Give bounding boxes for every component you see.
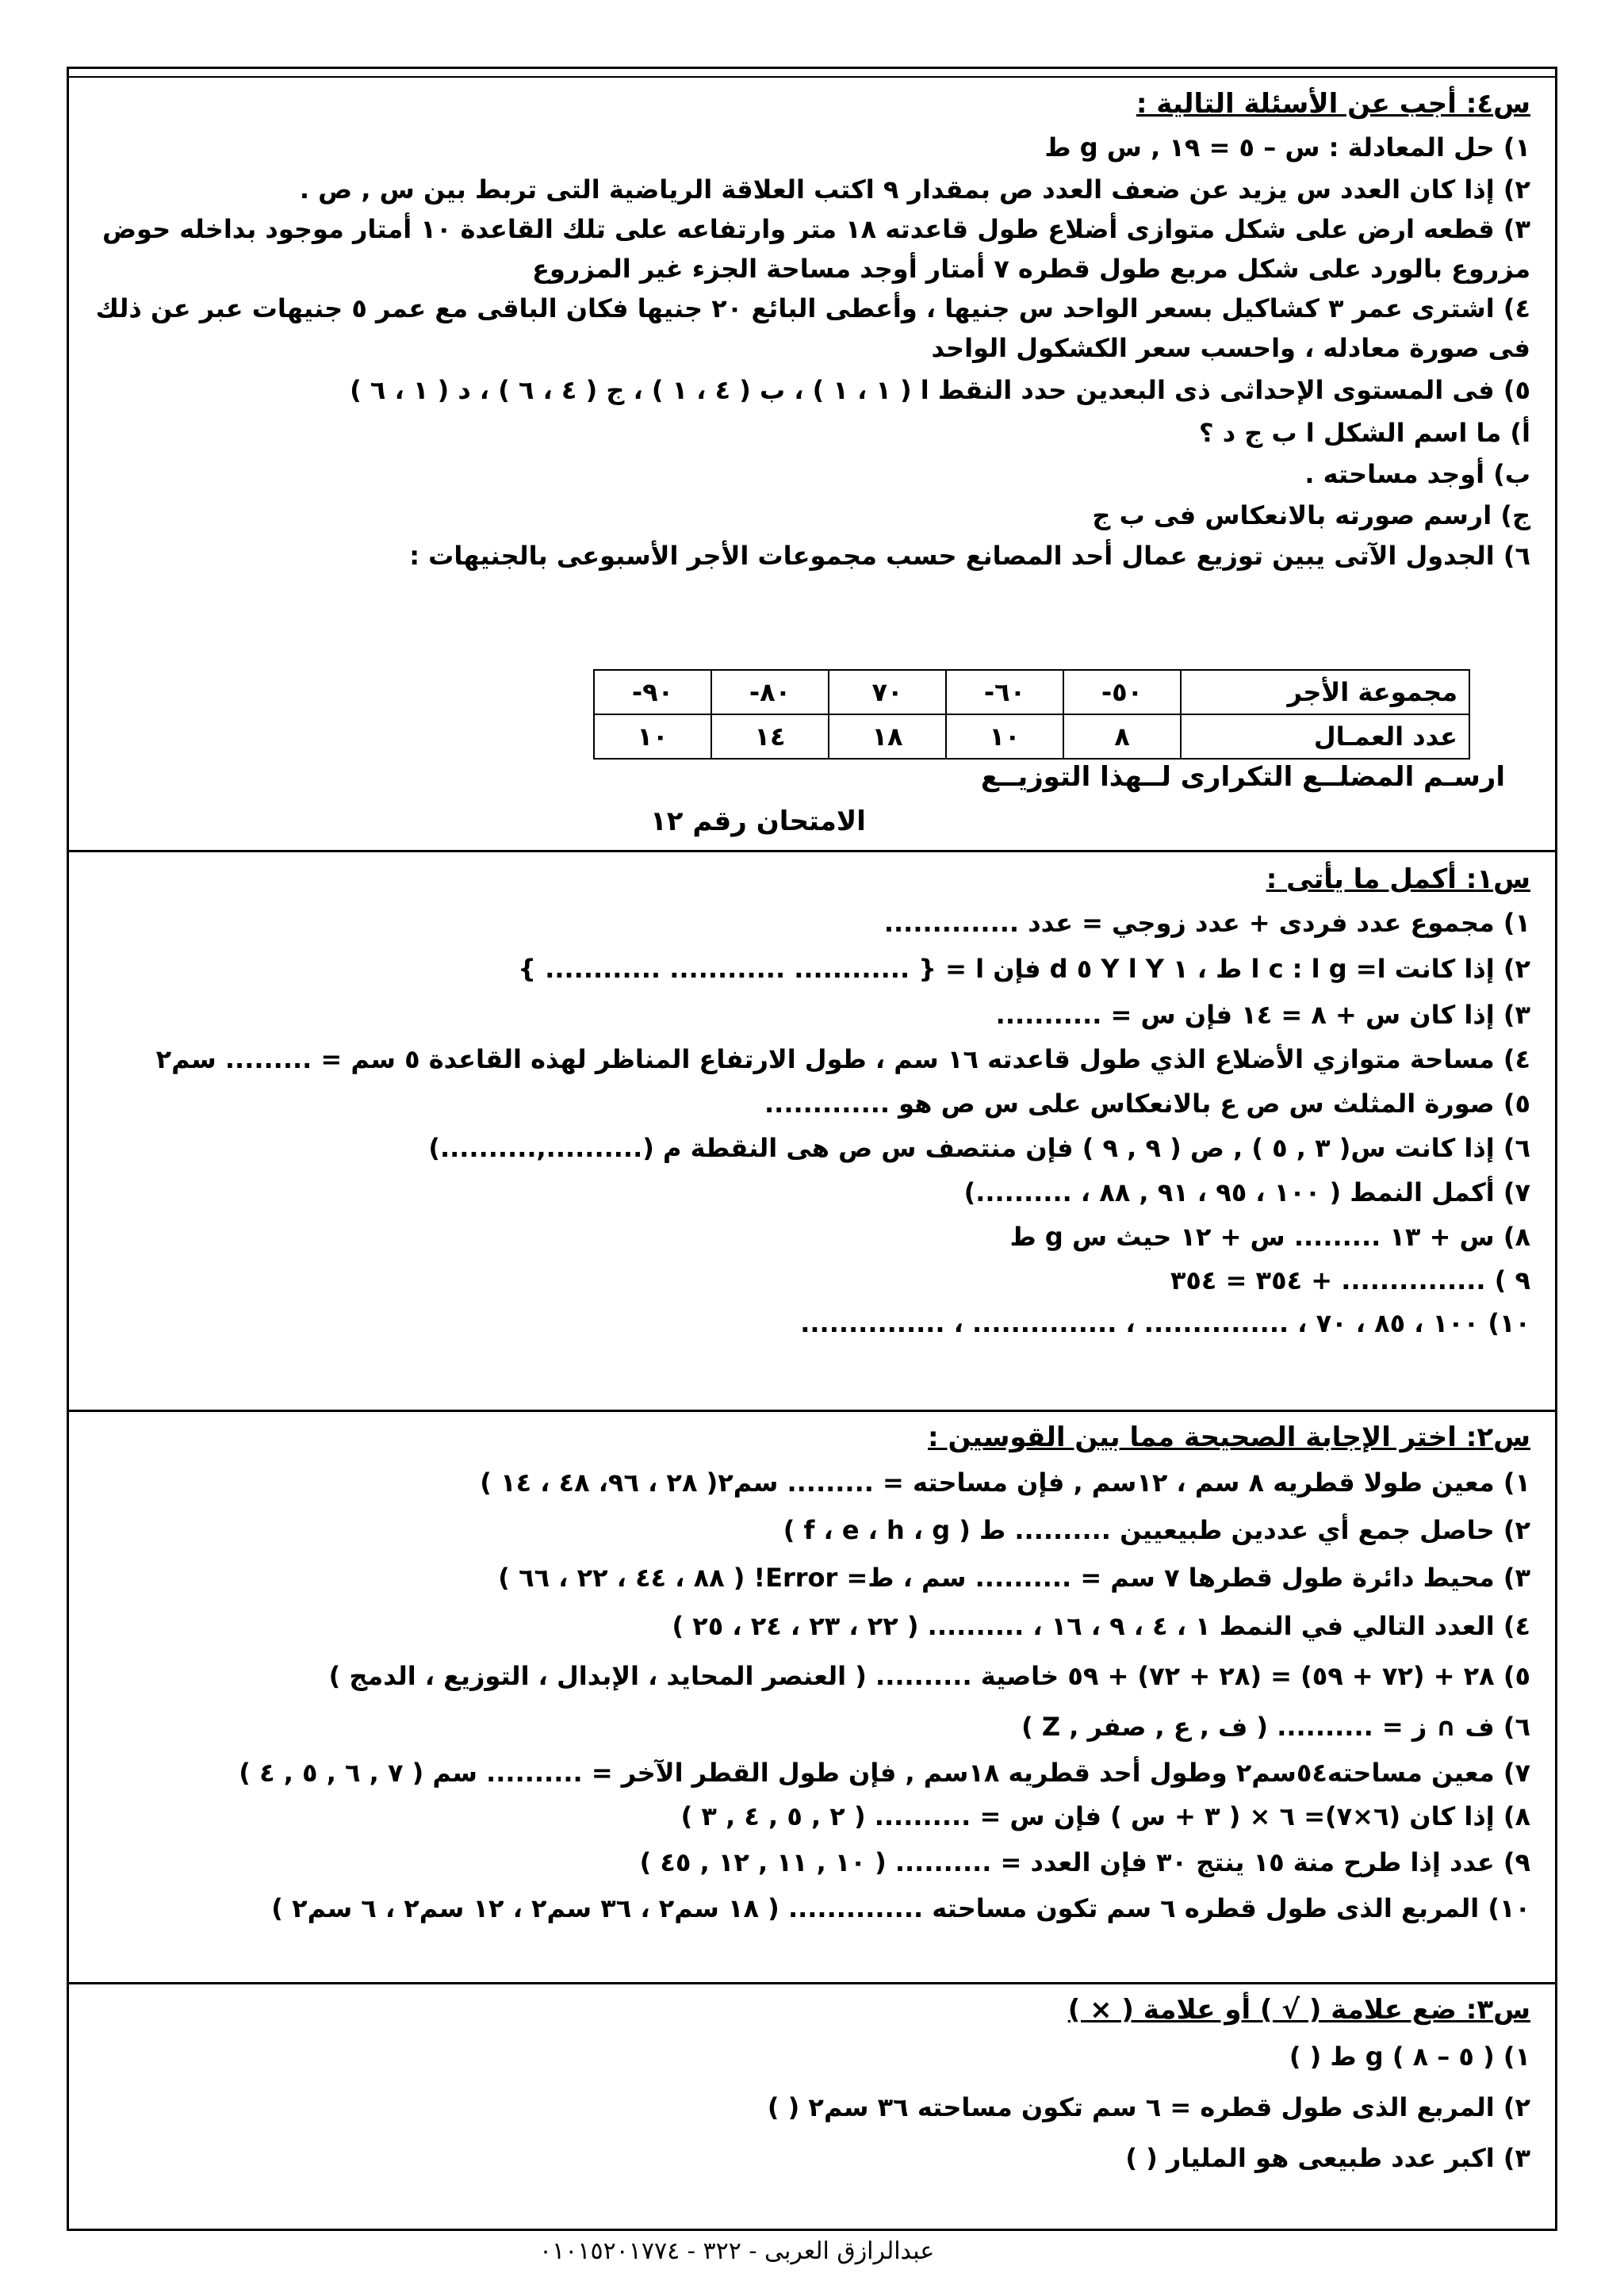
section-q3	[79, 1988, 1530, 2183]
section-divider	[67, 850, 1557, 852]
table-cell: ٦٠-	[946, 670, 1063, 714]
question-item: ٩ ) ............... + ٣٥٤ = ٣٥٤	[1170, 1265, 1530, 1295]
question-item: ١٠) ١٠٠ ، ٨٥ ، ٧٠ ، ............... ، ............... ، ...............	[800, 1308, 1530, 1338]
question-item: ٢) إذا كانت ا= l c : l g ط ، ١ Y l Y ٥ d فإن ا = { ............ ............ ............ }	[518, 954, 1530, 984]
question-item: ٤) اشترى عمر ٣ كشاكيل بسعر الواحد س جنيها ، وأعطى البائع ٢٠ جنيها فكان الباقى مع عمر ٥ جنيهات عبر عن ذلك فى صورة معادله ، واحسب سعر الكشكول الواحد	[95, 293, 1530, 363]
section-q4	[79, 82, 1530, 576]
table-cell: ٩٠-	[594, 670, 711, 714]
section-title: س١: أكمل ما يأتى :	[1266, 863, 1530, 895]
table-cell: ١٨	[829, 714, 946, 759]
question-item: ٢) إذا كان العدد س يزيد عن ضعف العدد ص بمقدار ٩ اكتب العلاقة الرياضية التى تربط بين س , ص .	[299, 174, 1530, 205]
question-item: ٦) إذا كانت س( ٣ , ٥ ) , ص ( ٩ , ٩ ) فإن منتصف س ص هى النقطة م (..........,..........)	[428, 1133, 1530, 1163]
table-cell: ٧٠	[829, 670, 946, 714]
question-item: ٢) المربع الذى طول قطره = ٦ سم تكون مساحته ٣٦ سم٢ ( )	[767, 2092, 1530, 2122]
table-cell: ٥٠-	[1063, 670, 1181, 714]
exam-number: الامتحان رقم ١٢	[650, 806, 866, 837]
table-cell: ١٠	[594, 714, 711, 759]
question-item: ٣) قطعه ارض على شكل متوازى أضلاع طول قاعدته ١٨ متر وارتفاعه على تلك القاعدة ١٠ أمتار موجود بداخله حوض مزروع بالورد على شكل مربع طول قطره ٧ أمتار أوجد مساحة الجزء غير المزروع	[102, 214, 1530, 284]
section-divider	[67, 1410, 1557, 1412]
question-item: ٦) ف ∩ ز = .......... ( ف , ع , صفر , Z )	[1021, 1712, 1530, 1742]
section-divider	[67, 1982, 1557, 1984]
table-cell: ١٤	[711, 714, 829, 759]
question-item: ٣) محيط دائرة طول قطرها ٧ سم = .......... سم ، ط= Error! ( ٨٨ ، ٤٤ ، ٢٢ ، ٦٦ )	[498, 1563, 1530, 1593]
question-item: ١) ( ٥ – ٨ ) g ط ( )	[1289, 2042, 1530, 2072]
question-item: ٣) اكبر عدد طبيعى هو المليار ( )	[1125, 2143, 1530, 2173]
question-item: ٧) أكمل النمط ( ١٠٠ ، ٩٥ ، ٩١ , ٨٨ ، ..........)	[963, 1177, 1530, 1207]
question-item: أ) ما اسم الشكل ا ب ج د ؟	[1199, 418, 1530, 448]
question-item: ١) حل المعادلة : س – ٥ = ١٩ , س g ط	[1044, 132, 1530, 163]
question-item: ٨) س + ١٣ ......... س + ١٢ حيث س g ط	[1009, 1222, 1530, 1252]
question-item: ٤) مساحة متوازي الأضلاع الذي طول قاعدته ١٦ سم ، طول الارتفاع المناظر لهذه القاعدة ٥ سم = ......... سم٢	[155, 1044, 1530, 1074]
table-cell: ١٠	[946, 714, 1063, 759]
table-row	[594, 714, 1469, 759]
question-item: ١) معين طولا قطريه ٨ سم ، ١٢سم , فإن مساحته = ......... سم٢( ٢٨ ، ٩٦، ٤٨ ، ١٤ )	[480, 1468, 1530, 1498]
question-item: ٨) إذا كان (٦×٧)= ٦ × ( ٣ + س ) فإن س = .......... ( ٢ , ٥ , ٤ , ٣ )	[680, 1801, 1530, 1831]
section-q2	[79, 1416, 1530, 1931]
question-item: ج) ارسم صورته بالانعكاس فى ب ج	[1092, 500, 1530, 530]
question-item: ٥) فى المستوى الإحداثى ذى البعدين حدد النقط ا ( ١ ، ١ ) ، ب ( ٤ ، ١ ) ، ج ( ٤ ، ٦ ) ، د ( ١ ، ٦ )	[350, 375, 1530, 405]
question-item: ٣) إذا كان س + ٨ = ١٤ فإن س = ...........	[995, 1000, 1530, 1030]
question-item: ٤) العدد التالي في النمط ١ ، ٤ ، ٩ ، ١٦ ، .......... ( ٢٢ ، ٢٣ ، ٢٤ ، ٢٥ )	[672, 1611, 1530, 1641]
question-item: ب) أوجد مساحته .	[1304, 459, 1530, 489]
question-item: ٧) معين مساحته٥٤سم٢ وطول أحد قطريه ١٨سم , فإن طول القطر الآخر = .......... سم ( ٧ , ٦ , ٥ , ٤ )	[239, 1758, 1530, 1788]
question-item: ٥) صورة المثلث س ص ع بالانعكاس على س ص هو .............	[764, 1089, 1530, 1119]
question-item: ١) مجموع عدد فردى + عدد زوجي = عدد ..............	[883, 908, 1530, 938]
section-q1	[79, 858, 1530, 1345]
question-item: ٢) حاصل جمع أي عددين طبيعيين .......... ط ( f ، e ، h ، g )	[783, 1515, 1530, 1545]
table-cell: ٨٠-	[711, 670, 829, 714]
frequency-table	[593, 669, 1470, 760]
table-header-cell: مجموعة الأجر	[1181, 670, 1469, 714]
section-title: س٤: أجب عن الأسئلة التالية :	[1136, 88, 1530, 120]
question-item: ٥) ٢٨ + (٧٢ + ٥٩) = (٢٨ + ٧٢) + ٥٩ خاصية .......... ( العنصر المحايد ، الإبدال ، التوزيع ، الدمج )	[328, 1661, 1530, 1691]
section-title: س٢: اختر الإجابة الصحيحة مما بين القوسين :	[928, 1422, 1530, 1453]
page-footer: عبدالرازق العربى - ٣٢٢ - ٠١٠١٥٢٠١٧٧٤	[539, 2237, 935, 2265]
draw-instruction: ارسـم المضلــع التكرارى لــهذا التوزيــع	[980, 761, 1505, 793]
question-item: ١٠) المربع الذى طول قطره ٦ سم تكون مساحته .............. ( ١٨ سم٢ ، ٣٦ سم٢ ، ١٢ سم٢ ، ٦ سم٢ )	[271, 1893, 1530, 1923]
section-title: س٣: ضع علامة ( √ ) أو علامة ( × )	[1067, 1994, 1530, 2026]
table-row	[594, 670, 1469, 714]
table-cell: ٨	[1063, 714, 1181, 759]
question-item: ٩) عدد إذا طرح منة ١٥ ينتج ٣٠ فإن العدد = .......... ( ١٠ , ١١ , ١٢ , ٤٥ )	[639, 1847, 1530, 1877]
top-rule	[67, 76, 1557, 78]
question-item: ٦) الجدول الآتى يبين توزيع عمال أحد المصانع حسب مجموعات الأجر الأسبوعى بالجنيهات :	[409, 541, 1530, 571]
table-header-cell: عدد العمـال	[1181, 714, 1469, 759]
